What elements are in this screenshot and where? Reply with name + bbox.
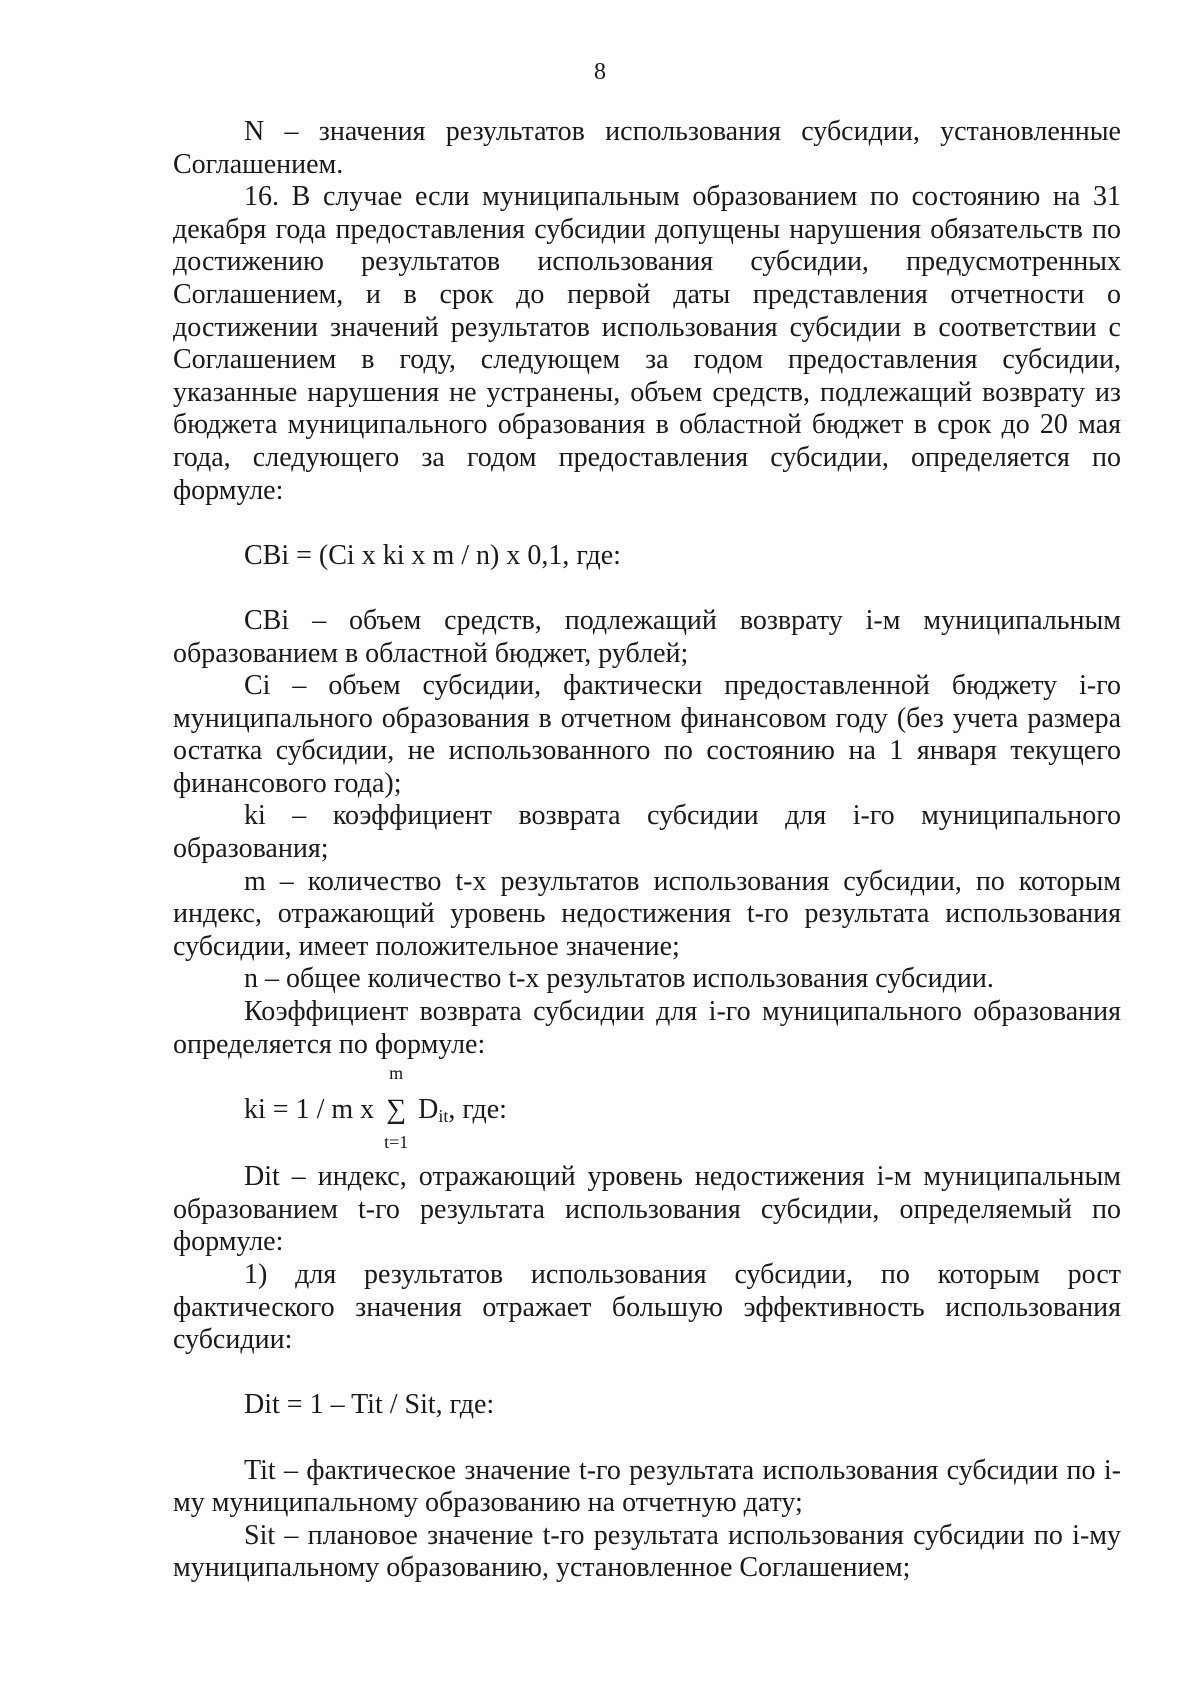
paragraph-clause-16: 16. В случае если муниципальным образованием по состоянию на 31 декабря года предоставления субсидии допущены нарушения обязательств по достижению результатов использования субсидии, предусмотренных Соглашением, и в срок до первой даты представления отчетности о достижении значений результатов использования субсидии в соответствии с Соглашением в году, следующем за годом предоставления субсидии, указанные нарушения не устранены, объем средств, подлежащий возврату из бюджета муниципального образования в областной бюджет в срок до 20 мая года, следующего за годом предоставления субсидии, определяется по формуле: — [173, 181, 1121, 506]
formula-dit: Dit = 1 – Tit / Sit, где: — [244, 1389, 495, 1421]
formula-ki-lhs: ki = 1 / m x — [244, 1094, 375, 1126]
formula-ki-suffix: , где: — [448, 1094, 507, 1126]
formula-ki — [173, 1063, 1121, 1161]
paragraph-m-definition: m – количество t-х результатов использования субсидии, по которым индекс, отражающий уровень недостижения t-го результата использования субсидии, имеет положительное значение; — [173, 865, 1121, 962]
paragraph-n-definition: N – значения результатов использования субсидии, установленные Соглашением. — [173, 116, 1121, 180]
paragraph-n-count-definition: n – общее количество t-х результатов использования субсидии. — [244, 963, 994, 995]
summation-operator — [381, 1063, 411, 1153]
page-number: 8 — [594, 59, 606, 85]
paragraph-case-1: 1) для результатов использования субсидии, по которым рост фактического значения отражает большую эффективность использования субсидии: — [173, 1259, 1121, 1356]
summation-upper-limit: m — [389, 1063, 404, 1084]
paragraph-sit-definition: Sit – плановое значение t-го результата использования субсидии по i-му муниципальному образованию, установленное Соглашением; — [173, 1519, 1121, 1584]
paragraph-ki-intro: Коэффициент возврата субсидии для i-го муниципального образования определяется по формуле: — [173, 996, 1121, 1060]
paragraph-dit-definition: Dit – индекс, отражающий уровень недостижения i-м муниципальным образованием t-го результата использования субсидии, определяемый по формуле: — [173, 1161, 1121, 1258]
formula-ki-main — [244, 1063, 507, 1153]
spacer — [173, 1422, 1121, 1455]
summation-lower-limit: t=1 — [384, 1132, 409, 1153]
formula-ki-term: D — [418, 1094, 439, 1126]
formula-cbi: CBi = (Ci x ki x m / n) x 0,1, где: — [244, 539, 621, 571]
paragraph-tit-definition: Tit – фактическое значение t-го результата использования субсидии по i-му муниципальному образованию на отчетную дату; — [173, 1454, 1121, 1519]
spacer — [173, 572, 1121, 605]
paragraph-ci-definition: Ci – объем субсидии, фактически предоставленной бюджету i-го муниципального образования в отчетном финансовом году (без учета размера остатка субсидии, не использованного по состоянию на 1 января текущего финансового года); — [173, 670, 1121, 799]
spacer — [173, 1357, 1121, 1390]
paragraph-ki-definition: ki – коэффициент возврата субсидии для i-го муниципального образования; — [173, 800, 1121, 865]
spacer — [173, 507, 1121, 540]
paragraph-cbi-definition: CBi – объем средств, подлежащий возврату i-м муниципальным образованием в областной бюджет, рублей; — [173, 604, 1121, 669]
summation-symbol: ∑ — [386, 1094, 407, 1126]
formula-ki-term-subscript: it — [438, 1106, 449, 1127]
document-body — [173, 116, 1121, 1585]
